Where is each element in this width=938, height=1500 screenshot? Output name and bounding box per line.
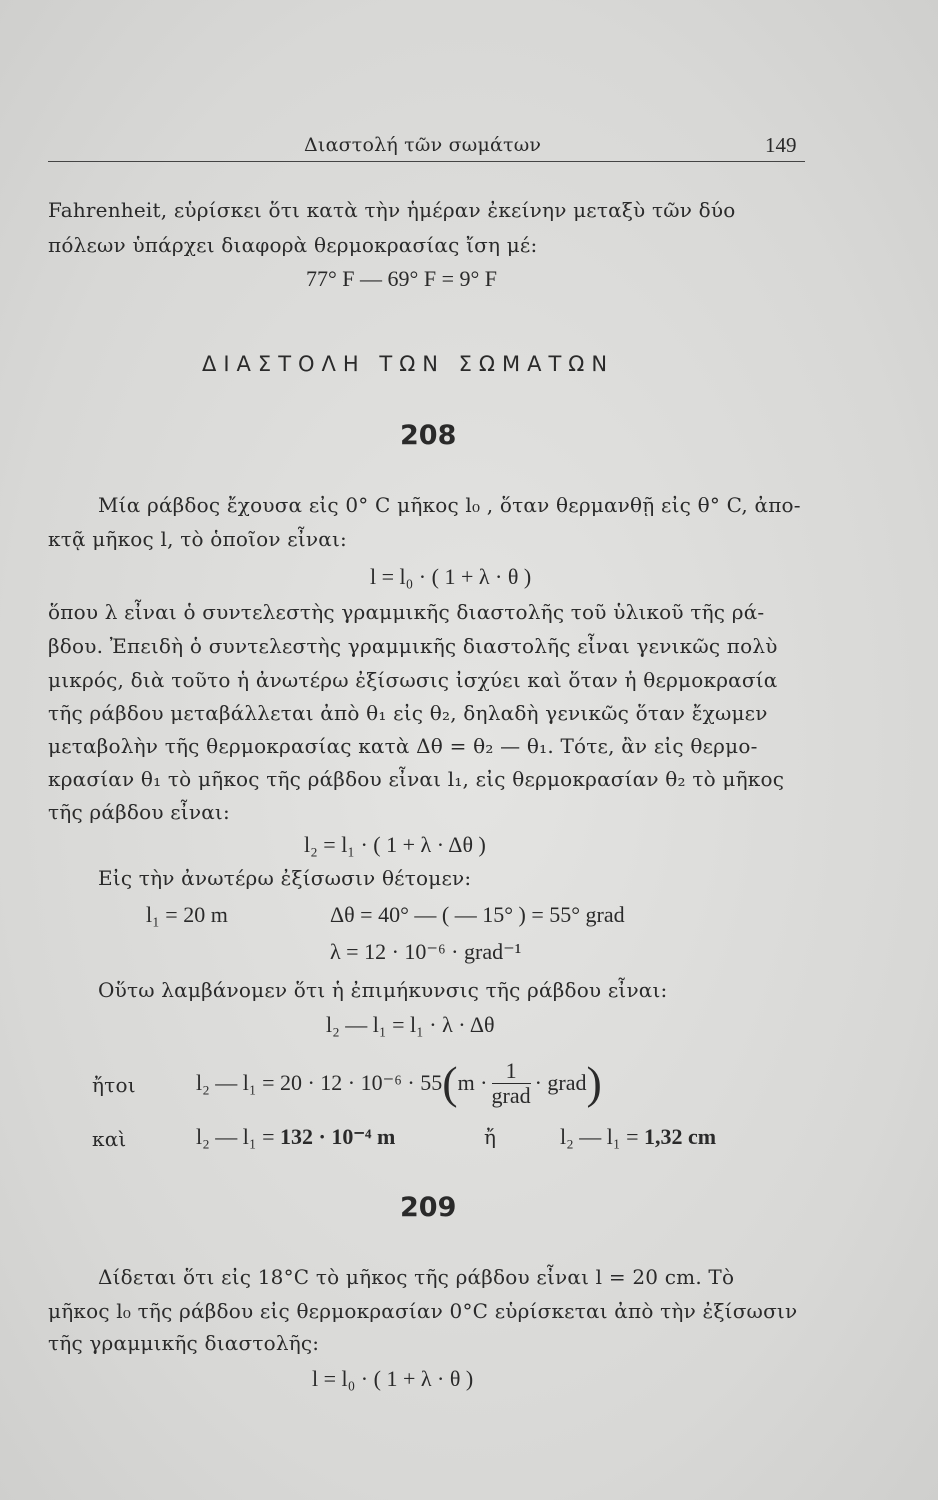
given-delta-theta: Δθ = 40° — ( — 15° ) = 55° grad — [330, 902, 625, 927]
p208-line-5: μικρός, διὰ τοῦτο ἡ ἀνωτέρω ἐξίσωσις ἰσχύει καὶ ὅταν ἡ θερμοκρασία — [48, 668, 778, 692]
hitoi-label: ἤτοι — [92, 1073, 136, 1097]
running-title: Διαστολή τῶν σωμάτων — [304, 134, 542, 156]
p208-line-1: Μία ράβδος ἔχουσα εἰς 0° C μῆκος l₀ , ὅταν θερμανθῇ εἰς θ° C, ἀπο- — [98, 493, 801, 517]
p208-line-3: ὅπου λ εἶναι ὁ συντελεστὴς γραμμικῆς διαστολῆς τοῦ ὑλικοῦ τῆς ρά- — [48, 600, 765, 624]
p208-equation-6 — [560, 1124, 716, 1150]
p208-equation-5 — [196, 1124, 395, 1150]
eq4-tail: · grad — [534, 1070, 587, 1095]
p208-line-4: βδου. Ἐπειδὴ ὁ συντελεστὴς γραμμικῆς διαστολῆς εἶναι γενικῶς πολὺ — [48, 634, 778, 658]
p208-equation-1: l = l₀ · ( 1 + λ · θ ) — [370, 564, 532, 589]
eq4-numerator: 1 — [492, 1059, 531, 1084]
p208-equation-3: l₂ — l₁ = l₁ · λ · Δθ — [326, 1012, 495, 1037]
p208-line-7: μεταβολὴν τῆς θερμοκρασίας κατὰ Δθ = θ₂ — θ₁. Τότε, ἂν εἰς θερμο- — [48, 734, 758, 758]
header-rule — [48, 161, 805, 162]
problem-number-209: 209 — [400, 1192, 457, 1223]
p209-equation-1: l = l₀ · ( 1 + λ · θ ) — [312, 1366, 474, 1391]
intro-line-1: Fahrenheit, εὑρίσκει ὅτι κατὰ τὴν ἡμέραν ἐκείνην μεταξὺ τῶν δύο — [48, 198, 736, 222]
eq4-m: m · — [457, 1070, 488, 1095]
p208-line-10: Εἰς τὴν ἀνωτέρω ἐξίσωσιν θέτομεν: — [98, 866, 472, 890]
or-label: ἤ — [484, 1125, 497, 1149]
p209-line-2: μῆκος l₀ τῆς ράβδου εἰς θερμοκρασίαν 0°C εὑρίσκεται ἀπὸ τὴν ἐξίσωσιν — [48, 1299, 798, 1323]
intro-equation: 77° F — 69° F = 9° F — [306, 266, 498, 291]
p209-line-1: Δίδεται ὅτι εἰς 18°C τὸ μῆκος τῆς ράβδου εἶναι l = 20 cm. Τὸ — [98, 1265, 735, 1289]
eq6-value: 1,32 cm — [643, 1124, 717, 1149]
eq4-left: l₂ — l₁ = 20 · 12 · 10⁻⁶ · 55 — [196, 1070, 443, 1095]
p208-line-9: τῆς ράβδου εἶναι: — [48, 800, 230, 824]
eq5-value: 132 · 10⁻⁴ m — [279, 1124, 396, 1149]
kai-label: καὶ — [92, 1127, 127, 1151]
eq6-left: l₂ — l₁ = — [560, 1124, 644, 1149]
eq5-left: l₂ — l₁ = — [196, 1124, 280, 1149]
given-lambda: λ = 12 · 10⁻⁶ · grad⁻¹ — [330, 939, 522, 964]
eq4-open-paren: ( — [442, 1057, 458, 1108]
given-length: l₁ = 20 m — [146, 902, 228, 927]
page-number: 149 — [765, 133, 797, 157]
eq4-denominator: grad — [491, 1082, 531, 1108]
p208-line-2: κτᾷ μῆκος l, τὸ ὁποῖον εἶναι: — [48, 527, 347, 551]
eq4-close-paren: ) — [586, 1057, 602, 1108]
p208-line-6: τῆς ράβδου μεταβάλλεται ἀπὸ θ₁ εἰς θ₂, δηλαδὴ γενικῶς ὅταν ἔχωμεν — [48, 701, 768, 725]
intro-line-2: πόλεων ὑπάρχει διαφορὰ θερμοκρασίας ἴση μέ: — [48, 233, 538, 257]
p208-line-11: Οὕτω λαμβάνομεν ὅτι ἡ ἐπιμήκυνσις τῆς ράβδου εἶναι: — [98, 978, 668, 1002]
p208-line-8: κρασίαν θ₁ τὸ μῆκος τῆς ράβδου εἶναι l₁, εἰς θερμοκρασίαν θ₂ τὸ μῆκος — [48, 767, 785, 791]
section-title: ΔΙΑΣΤΟΛΗ ΤΩΝ ΣΩΜΑΤΩΝ — [202, 352, 615, 376]
eq4-fraction — [492, 1059, 531, 1108]
p208-equation-4 — [196, 1048, 602, 1118]
p208-equation-2: l₂ = l₁ · ( 1 + λ · Δθ ) — [304, 832, 486, 857]
p209-line-3: τῆς γραμμικῆς διαστολῆς: — [48, 1331, 320, 1355]
problem-number-208: 208 — [400, 420, 457, 451]
